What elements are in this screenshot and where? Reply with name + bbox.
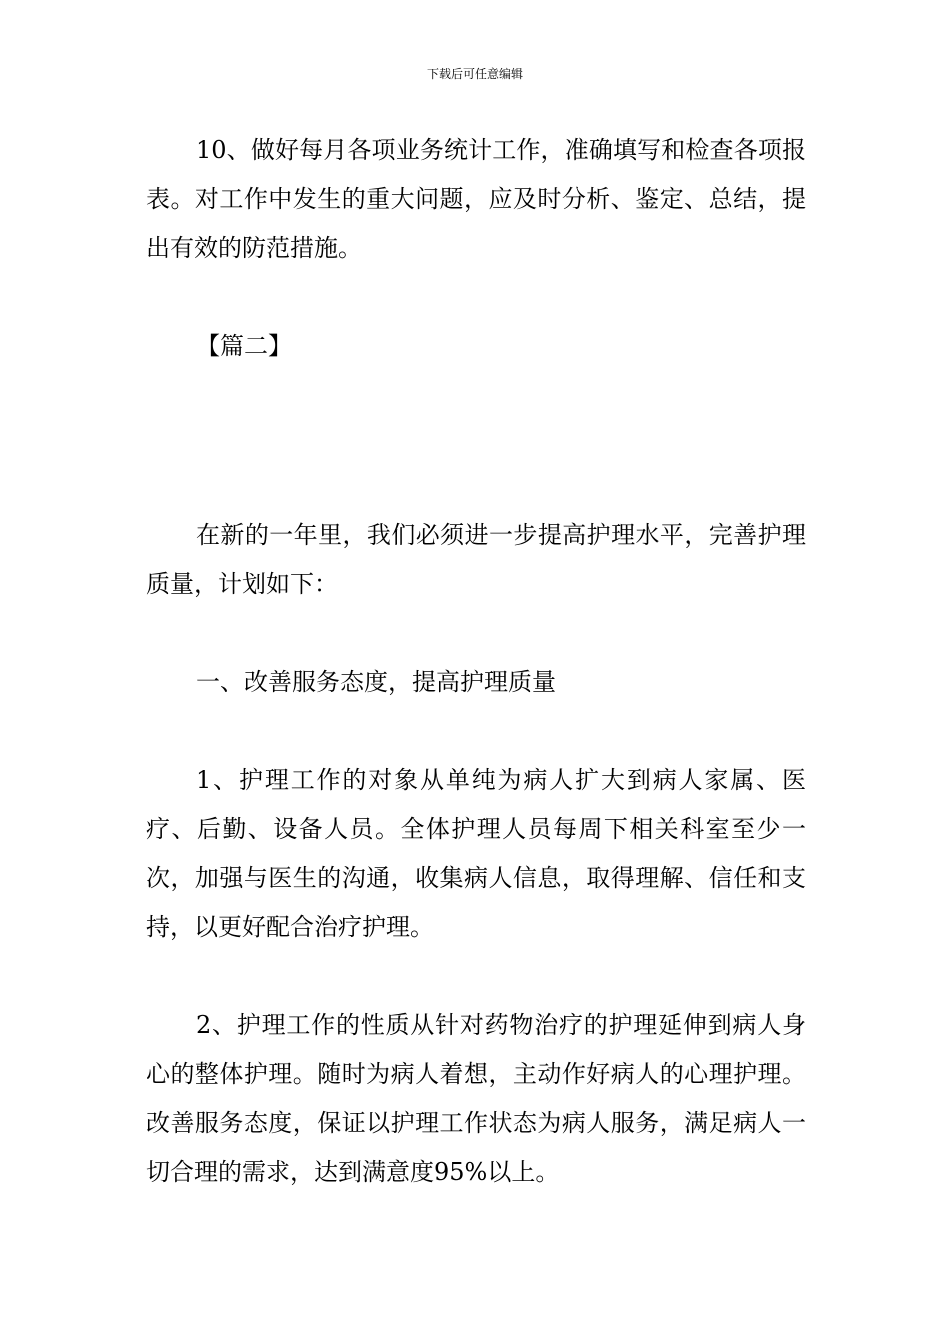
spacer — [146, 707, 806, 756]
paragraph-item-10: 10、做好每月各项业务统计工作，准确填写和检查各项报表。对工作中发生的重大问题，应及时分析、鉴定、总结，提出有效的防范措施。 — [146, 136, 806, 262]
section-heading: 【篇二】 — [196, 332, 292, 360]
spacer — [146, 371, 806, 511]
subheading: 一、改善服务态度，提高护理质量 — [196, 668, 556, 696]
header-note: 下载后可任意编辑 — [426, 67, 523, 81]
spacer — [146, 609, 806, 658]
intro-paragraph: 在新的一年里，我们必须进一步提高护理水平，完善护理质量，计划如下： — [146, 521, 806, 598]
paragraph-item-2: 2、护理工作的性质从针对药物治疗的护理延伸到病人身心的整体护理。随时为病人着想，主动作好病人的心理护理。改善服务态度，保证以护理工作状态为病人服务，满足病人一切合理的需求，达到满意度95%以上。 — [146, 1011, 806, 1186]
spacer — [146, 952, 806, 1001]
document-body — [146, 126, 806, 1197]
paragraph-item-1: 1、护理工作的对象从单纯为病人扩大到病人家属、医疗、后勤、设备人员。全体护理人员每周下相关科室至少一次，加强与医生的沟通，收集病人信息，取得理解、信任和支持，以更好配合治疗护理。 — [146, 766, 806, 941]
spacer — [146, 273, 806, 322]
